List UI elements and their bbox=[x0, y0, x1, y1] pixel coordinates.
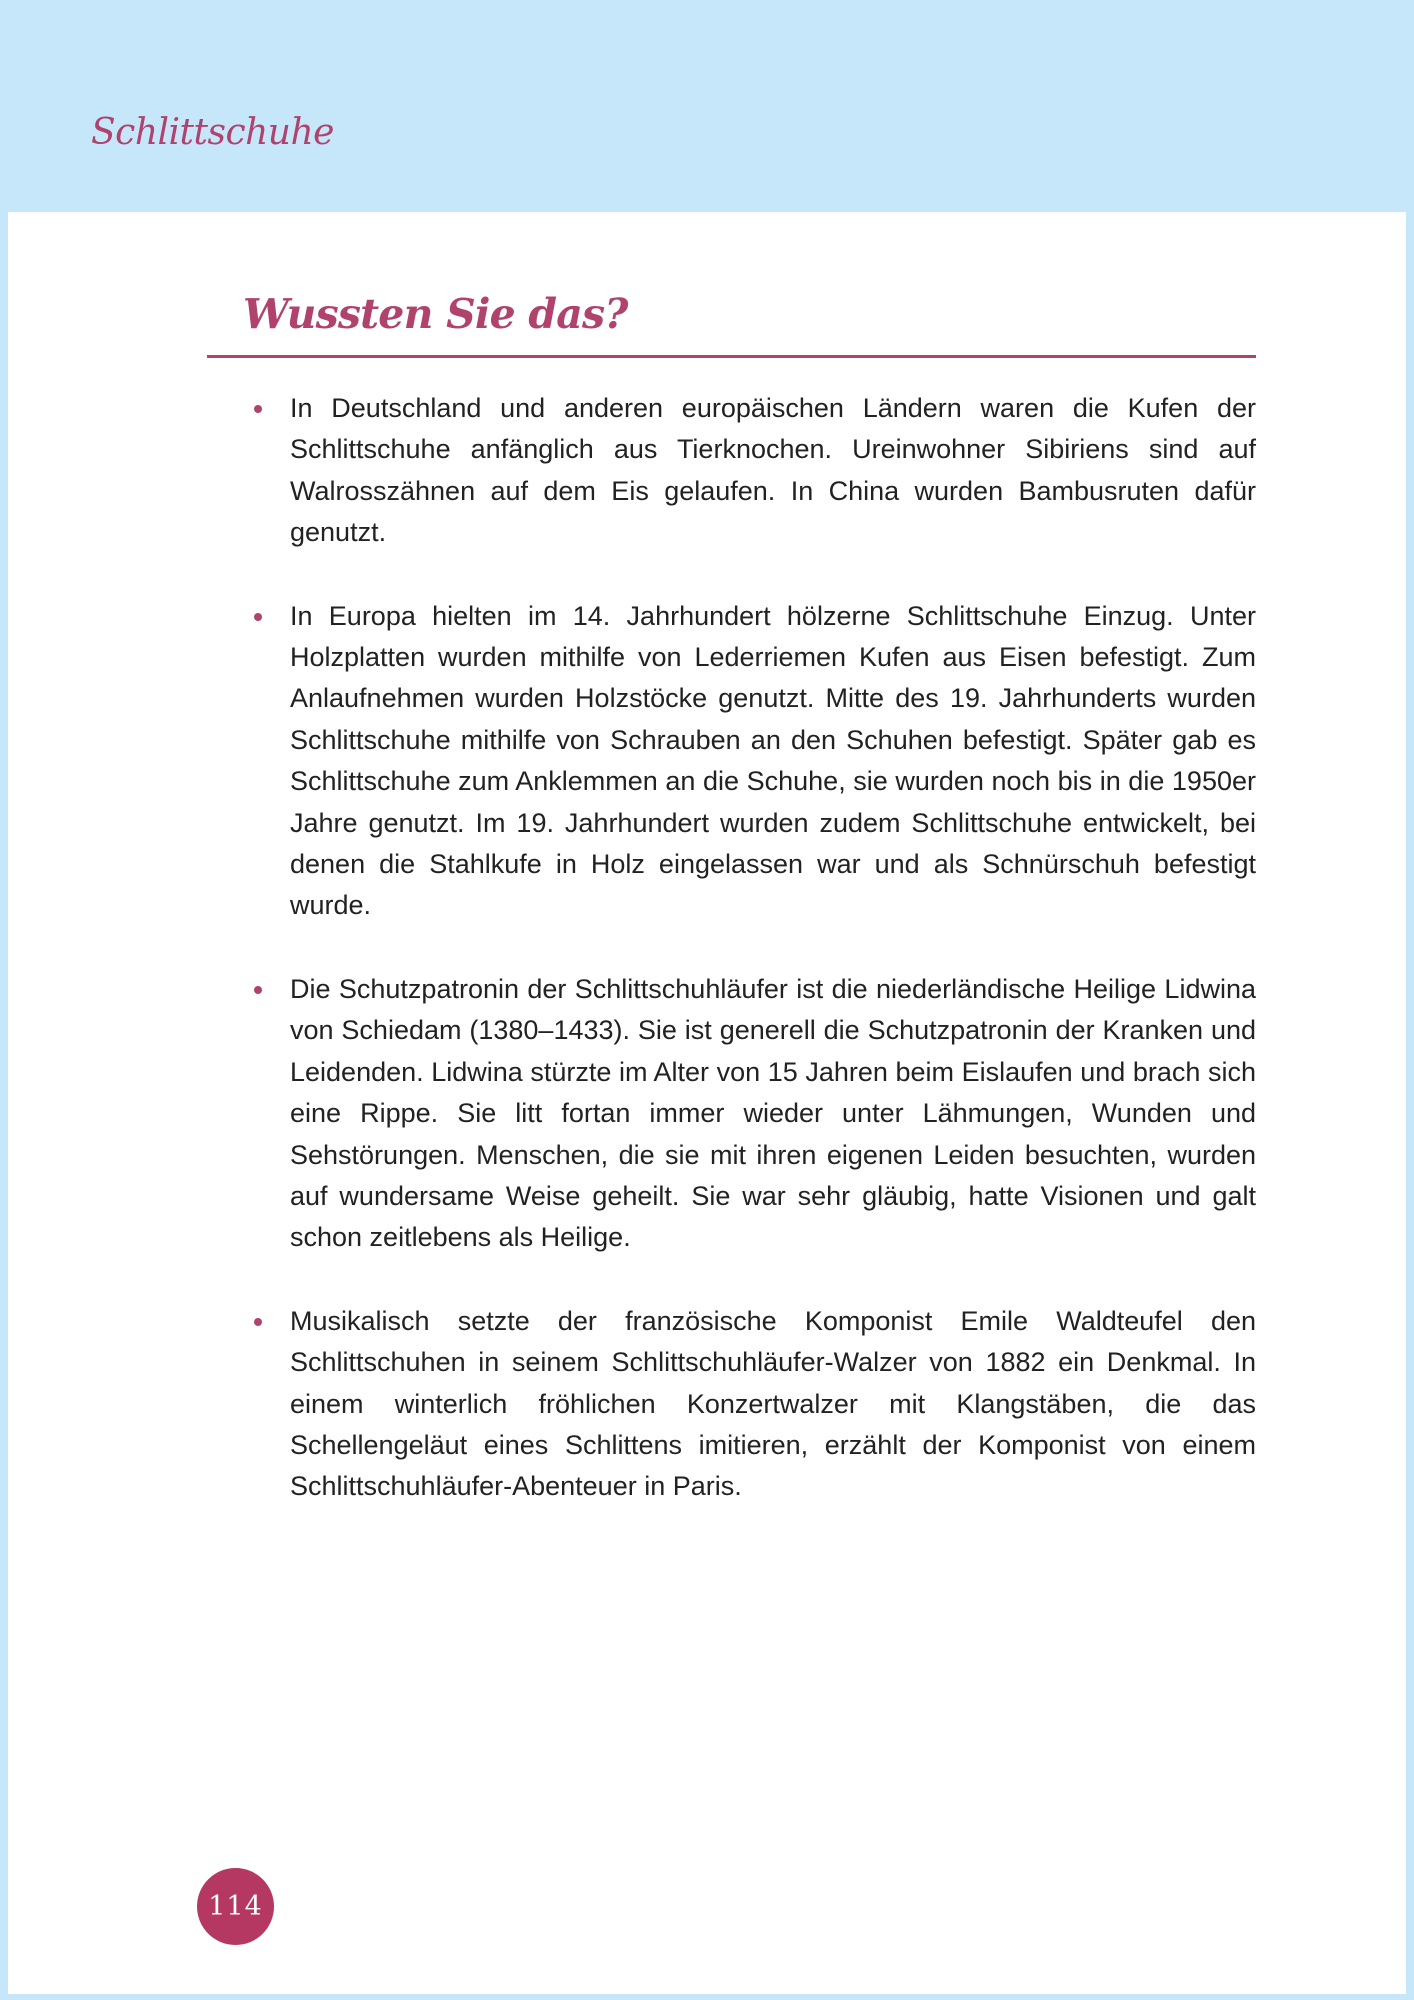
fact-item bbox=[249, 1301, 1256, 1508]
page-number-badge: 114 bbox=[197, 1868, 274, 1945]
fact-item bbox=[249, 596, 1256, 927]
facts-list bbox=[249, 388, 1256, 1550]
running-title: Schlittschuhe bbox=[91, 112, 334, 153]
fact-text: Die Schutzpatronin der Schlittschuhläufer ist die niederländische Heilige Lidwina von Schiedam (1380–1433). Sie ist generell die Schutzpatronin der Kranken und Leidenden. Lidwina stürzte im Alter von 15 Jahren beim Eislaufen und brach sich eine Rippe. Sie litt fortan immer wieder unter Lähmungen, Wunden und Sehstörungen. Menschen, die sie mit ihren eigenen Leiden besuchten, wurden auf wundersame Weise geheilt. Sie war sehr gläubig, hatte Visionen und galt schon zeitlebens als Heilige. bbox=[290, 973, 1256, 1253]
bullet-icon bbox=[254, 405, 262, 413]
fact-text: Musikalisch setzte der französische Komponist Emile Waldteufel den Schlittschuhen in seinem Schlittschuhläufer-Walzer von 1882 ein Denkmal. In einem winterlich fröhlichen Konzertwalzer mit Klangstäben, die das Schellengeläut eines Schlittens imitieren, erzählt der Komponist von einem Schlittschuhläufer-Abenteuer in Paris. bbox=[290, 1305, 1256, 1502]
section-title: Wussten Sie das? bbox=[243, 290, 628, 338]
bullet-icon bbox=[254, 613, 262, 621]
fact-item bbox=[249, 969, 1256, 1259]
title-underline bbox=[207, 355, 1256, 358]
fact-item bbox=[249, 388, 1256, 554]
fact-text: In Europa hielten im 14. Jahrhundert hölzerne Schlittschuhe Einzug. Unter Holzplatten wurden mithilfe von Lederriemen Kufen aus Eisen befestigt. Zum Anlaufnehmen wurden Holzstöcke genutzt. Mitte des 19. Jahrhunderts wurden Schlittschuhe mithilfe von Schrauben an den Schuhen befestigt. Später gab es Schlittschuhe zum Anklemmen an die Schuhe, sie wurden noch bis in die 1950er Jahre genutzt. Im 19. Jahrhundert wurden zudem Schlittschuhe entwickelt, bei denen die Stahlkufe in Holz eingelassen war und als Schnürschuh befestigt wurde. bbox=[290, 600, 1256, 921]
fact-text: In Deutschland und anderen europäischen Ländern waren die Kufen der Schlittschuhe anfänglich aus Tierknochen. Ureinwohner Sibiriens sind auf Walrosszähnen auf dem Eis gelaufen. In China wurden Bambusruten dafür genutzt. bbox=[290, 393, 1256, 548]
bullet-icon bbox=[254, 986, 262, 994]
bullet-icon bbox=[254, 1318, 262, 1326]
header-band bbox=[0, 0, 1414, 212]
